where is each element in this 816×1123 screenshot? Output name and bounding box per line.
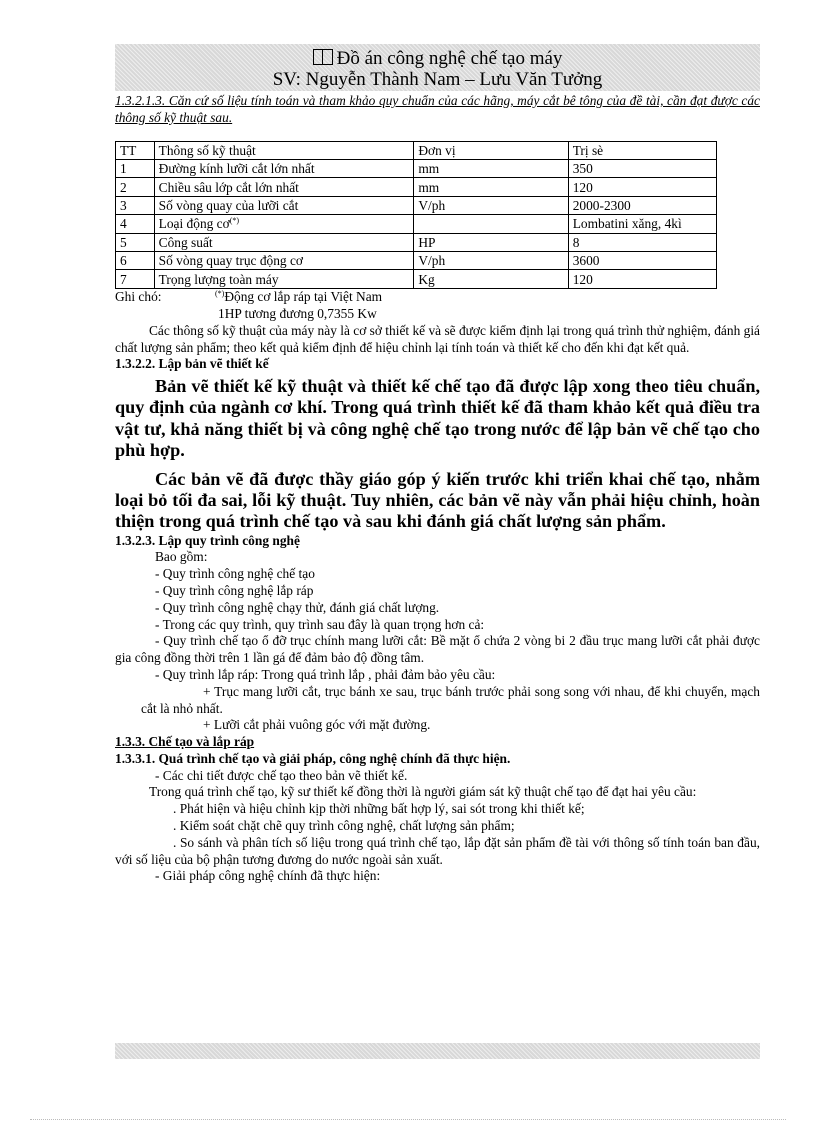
table-cell: 5 — [116, 233, 155, 251]
subsection-heading: 1.3.3.1. Quá trình chế tạo và giải pháp, công nghệ chính đã thực hiện. — [115, 750, 511, 766]
spec-table — [115, 141, 717, 289]
list-item: - Quy trình công nghệ lắp ráp — [155, 582, 314, 598]
header-authors: SV: Nguyễn Thành Nam – Lưu Văn Tưởng — [272, 69, 603, 90]
paragraph-large: Bản vẽ thiết kế kỹ thuật và thiết kế chế tạo đã được lập xong theo tiêu chuẩn, quy định của ngành cơ khí. Trong quá trình thiết kế đã tham khảo kết quả điều tra vật tư, khả năng thiết bị và công nghệ chế tạo trong nước để lập bản vẽ chế tạo cho phù hợp. — [115, 376, 760, 460]
table-cell: 6 — [116, 251, 155, 269]
page-content — [115, 93, 760, 885]
table-cell: Công suất — [154, 233, 414, 251]
engine-label: Loại động cơ — [158, 216, 230, 232]
table-header-cell: Thông số kỹ thuật — [154, 141, 414, 159]
note-label: Ghi chó: — [115, 288, 162, 304]
table-cell: 1 — [116, 159, 155, 177]
list-item: - Các chi tiết được chế tạo theo bản vẽ thiết kế. — [155, 767, 408, 783]
sub-list-item: + Lưỡi cắt phải vuông góc với mặt đường. — [203, 717, 431, 733]
table-cell: Trọng lượng toàn máy — [154, 270, 414, 288]
table-header-cell: Trị sè — [568, 141, 716, 159]
footnote-marker: (*) — [229, 216, 240, 226]
page-header — [115, 44, 760, 91]
note-text — [215, 289, 382, 306]
section-heading: 1.3.2.3. Lập quy trình công nghệ — [115, 532, 300, 548]
table-row — [116, 178, 717, 196]
table-cell: V/ph — [414, 251, 568, 269]
note-line-2: 1HP tương đương 0,7355 Kw — [218, 305, 377, 321]
table-row — [116, 159, 717, 177]
paragraph: Các thông số kỹ thuật của máy này là cơ sở thiết kế và sẽ được kiểm định lại trong quá trình thử nghiệm, đánh giá chất lượng sản phẩm; theo kết quả kiểm định để hiệu chỉnh lại tính toán và thiết kế cho đến khi đạt kết quả. — [115, 322, 760, 355]
table-cell: 3600 — [568, 251, 716, 269]
table-cell: 350 — [568, 159, 716, 177]
spec-caption: 1.3.2.1.3. Căn cứ số liệu tính toán và tham khảo quy chuẩn của các hãng, máy cắt bê tông của đề tài, cần đạt được các thông số kỹ thuật sau. — [115, 93, 760, 125]
dot-item: . So sánh và phân tích số liệu trong quá trình chế tạo, lắp đặt sản phẩm đề tài với thông số tính toán ban đầu, với số liệu của bộ phận tương đương do nước ngoài sản xuất. — [115, 834, 760, 867]
table-row — [116, 215, 717, 233]
page-footer — [115, 1043, 760, 1059]
table-cell: 3 — [116, 196, 155, 214]
table-cell: Lombatini xăng, 4kì — [568, 215, 716, 233]
sub-list-item: + Trục mang lưỡi cắt, trục bánh xe sau, trục bánh trước phải song song với nhau, để khi chuyển, mạch cắt là nhỏ nhất. — [141, 683, 760, 716]
list-item: - Quy trình công nghệ chế tạo — [155, 566, 315, 582]
section-heading: 1.3.2.2. Lập bản vẽ thiết kế — [115, 356, 269, 372]
table-header-row — [116, 141, 717, 159]
list-item: - Giải pháp công nghệ chính đã thực hiện: — [155, 868, 381, 884]
header-title-line — [115, 44, 760, 69]
table-cell: 4 — [116, 215, 155, 233]
list-item: - Quy trình lắp ráp: Trong quá trình lắp , phải đảm bảo yêu cầu: — [155, 666, 496, 682]
list-item: - Quy trình chế tạo ổ đỡ trục chính mang lưỡi cắt: Bề mặt ổ chứa 2 vòng bi 2 đầu trục mang lưỡi cắt phải được gia công đồng thời trên 1 lần gá để đảm bảo độ đồng tâm. — [115, 633, 760, 666]
list-item: - Trong các quy trình, quy trình sau đây là quan trọng hơn cả: — [155, 616, 485, 632]
table-row — [116, 270, 717, 288]
table-cell: Kg — [414, 270, 568, 288]
paragraph-large: Các bản vẽ đã được thầy giáo góp ý kiến trước khi triển khai chế tạo, nhằm loại bỏ tối đa sai, lỗi kỹ thuật. Tuy nhiên, các bản vẽ này vẫn phải hiệu chỉnh, hoàn thiện trong quá trình chế tạo và sau khi đánh giá chất lượng sản phẩm. — [115, 468, 760, 532]
table-cell: Chiều sâu lớp cắt lớn nhất — [154, 178, 414, 196]
table-cell: mm — [414, 178, 568, 196]
paragraph: Trong quá trình chế tạo, kỹ sư thiết kế đồng thời là người giám sát kỹ thuật chế tạo để đạt hai yêu cầu: — [149, 784, 697, 800]
table-cell: V/ph — [414, 196, 568, 214]
table-cell: 2 — [116, 178, 155, 196]
note-line-1 — [115, 289, 760, 306]
table-cell: mm — [414, 159, 568, 177]
list-item: - Quy trình công nghệ chạy thử, đánh giá chất lượng. — [155, 599, 440, 615]
table-header-cell: TT — [116, 141, 155, 159]
dot-item: . Kiểm soát chặt chẽ quy trình công nghệ, chất lượng sản phẩm; — [173, 818, 515, 834]
table-header-cell: Đơn vị — [414, 141, 568, 159]
section-heading: 1.3.3. Chế tạo và lắp ráp — [115, 734, 255, 750]
table-cell: 2000-2300 — [568, 196, 716, 214]
table-cell — [414, 215, 568, 233]
table-row — [116, 251, 717, 269]
table-row — [116, 196, 717, 214]
page-bottom-divider — [30, 1119, 786, 1120]
table-cell: 120 — [568, 270, 716, 288]
dot-item: . Phát hiện và hiệu chỉnh kịp thời những bất hợp lý, sai sót trong khi thiết kế; — [173, 801, 585, 817]
book-icon — [313, 49, 333, 65]
table-cell: Đường kính lưỡi cắt lớn nhất — [154, 159, 414, 177]
table-cell: 8 — [568, 233, 716, 251]
table-cell: 7 — [116, 270, 155, 288]
table-cell: Số vòng quay của lưỡi cắt — [154, 196, 414, 214]
table-cell-engine — [154, 215, 414, 233]
list-intro: Bao gồm: — [155, 549, 208, 565]
header-title: Đồ án công nghệ chế tạo máy — [336, 48, 563, 69]
table-cell: Số vòng quay trục động cơ — [154, 251, 414, 269]
table-row — [116, 233, 717, 251]
note-engine: Động cơ lắp ráp tại Việt Nam — [224, 288, 383, 304]
table-cell: HP — [414, 233, 568, 251]
footnote-marker: (*) — [215, 288, 225, 298]
table-cell: 120 — [568, 178, 716, 196]
